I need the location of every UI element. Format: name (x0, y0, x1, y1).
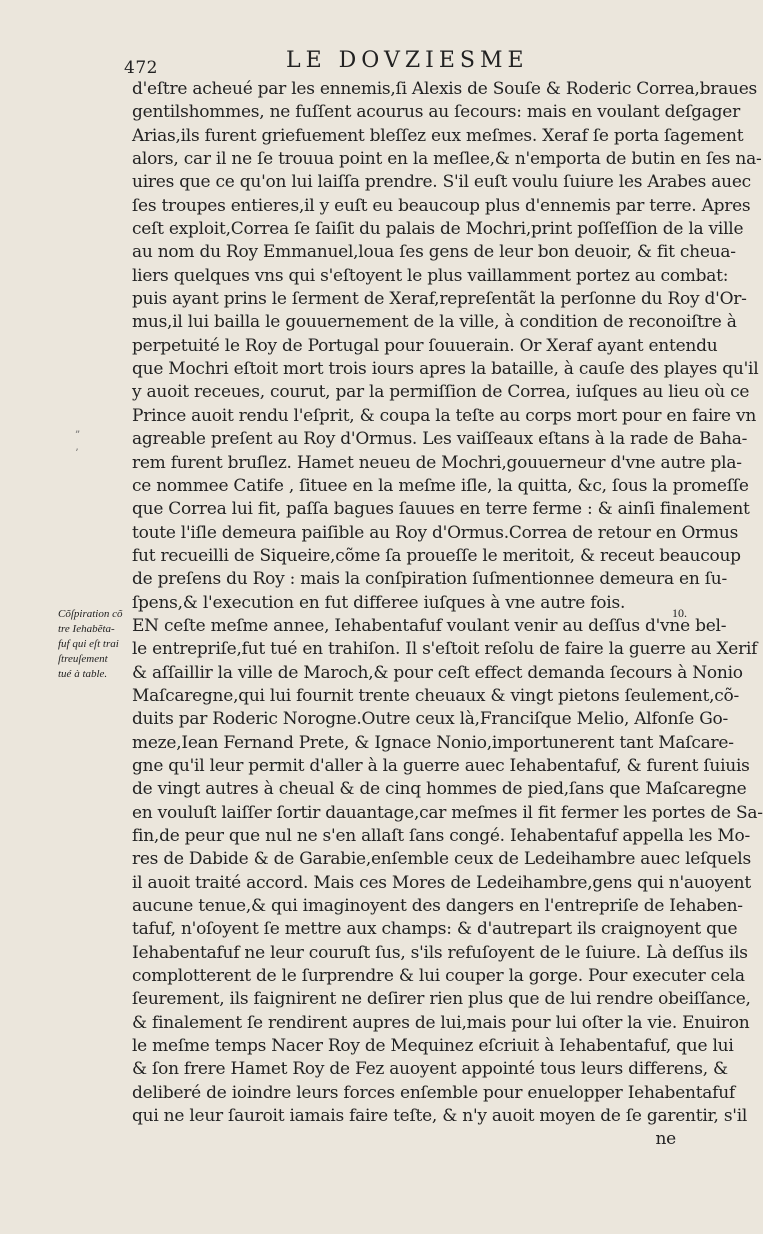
text-line: que Mochri eſtoit mort trois iours apres la bataille, à cauſe des playes qu'il (132, 359, 759, 380)
text-line: uires que ce qu'on lui laiſſa prendre. S'il euſt voulu ſuiure les Arabes auec (132, 172, 751, 193)
text-line: res de Dabide & de Garabie,enſemble ceux de Ledeihambre auec leſquels (132, 849, 751, 870)
text-line: de vingt autres à cheual & de cinq hommes de pied,ſans que Maſcaregne (132, 779, 747, 800)
text-line: ce nommee Catife , ſituee en la meſme iſle, la quitta, &c, ſous la promeſſe (132, 475, 749, 496)
text-line: toute l'iſle demeura paiſible au Roy d'Ormus.Correa de retour en Ormus (132, 522, 739, 543)
text-line: le meſme temps Nacer Roy de Mequinez eſcriuit à Iehabentafuf, que lui (132, 1036, 734, 1057)
margin-line-number: 10. (672, 606, 687, 620)
text-line: gne qu'il leur permit d'aller à la guerre auec Iehabentafuf, & furent ſuiuis (132, 755, 750, 776)
page-header (0, 44, 700, 78)
text-line: puis ayant prins le ſerment de Xeraf,repreſentãt la perſonne du Roy d'Or- (132, 289, 747, 310)
text-line: alors, car il ne ſe trouua point en la meſlee,& n'emporta de butin en ſes na- (132, 149, 762, 170)
text-line: Arias,ils furent griefuement bleſſez eux meſmes. Xeraf ſe porta ſagement (132, 125, 744, 146)
text-line: complotterent de le ſurprendre & lui couper la gorge. Pour executer cela (132, 966, 745, 987)
text-line: au nom du Roy Emmanuel,loua ſes gens de leur bon deuoir, & fit cheua- (132, 242, 736, 263)
margin-note-line: fuf qui eſt trai (58, 638, 119, 650)
text-line: fut recueilli de Siqueire,cõme ſa proueſſe le meritoit, & receut beaucoup (132, 545, 741, 566)
text-line: & aſſaillir la ville de Maroch,& pour ceſt effect demanda ſecours à Nonio (132, 662, 743, 683)
margin-note-line: tué à table. (58, 668, 108, 680)
text-line: le entrepriſe,fut tué en trahiſon. Il s'eſtoit reſolu de faire la guerre au Xerif (132, 639, 758, 660)
text-line: que Correa lui fit, paſſa bagues ſauues en terre ferme : & ainſi finalement (132, 499, 750, 520)
page-number: 472 (124, 58, 158, 78)
text-line: fin,de peur que nul ne s'en allaſt ſans congé. Iehabentafuf appella les Mo- (132, 826, 751, 846)
text-line: & finalement ſe rendirent aupres de lui,mais pour lui oſter la vie. Enuiron (132, 1012, 750, 1033)
text-line: & ſon frere Hamet Roy de Fez auoyent appointé tous leurs differens, & (132, 1059, 728, 1080)
running-title: LE DOVZIESME (286, 48, 529, 73)
margin-note (58, 607, 138, 682)
text-line: Iehabentafuf ne leur couruſt ſus, s'ils refuſoyent de le ſuiure. Là deſſus ils (132, 942, 748, 963)
text-line: y auoit receues, courut, par la permiſſion de Correa, iuſques au lieu où ce (132, 382, 750, 403)
text-line: agreable preſent au Roy d'Ormus. Les vaiſſeaux eſtans à la rade de Baha- (132, 429, 748, 450)
text-line: EN ceſte meſme annee, Iehabentafuf voulant venir au deſſus d'vne bel- (132, 615, 727, 636)
text-line: tafuf, n'oſoyent ſe mettre aux champs: & d'autrepart ils craignoyent que (132, 919, 738, 940)
text-line: il auoit traité accord. Mais ces Mores de Ledeihambre,gens qui n'auoyent (132, 872, 751, 893)
text-line: ſeurement, ils faignirent ne deſirer rien plus que de lui rendre obeiſſance, (132, 989, 751, 1010)
text-line: aucune tenue,& qui imaginoyent des dangers en l'entrepriſe de Iehaben- (132, 896, 743, 917)
margin-ink-mark: ʼ (75, 448, 79, 459)
margin-note-line: Cõſpiration cõ (58, 608, 123, 620)
text-line: duits par Roderic Norogne.Outre ceux là,Franciſque Melio, Alfonſe Go- (132, 709, 729, 730)
text-line: ſpens,& l'execution en fut differee iuſques à vne autre fois. (132, 592, 626, 613)
text-line: en vouluſt laiſſer ſortir dauantage,car meſmes il fit fermer les portes de Sa- (132, 802, 763, 823)
text-line: gentilshommes, ne fuſſent acourus au ſecours: mais en voulant deſgager (132, 102, 740, 123)
text-line: de preſens du Roy : mais la conſpiration ſuſmentionnee demeura en ſu- (132, 569, 727, 590)
text-line: liers quelques vns qui s'eſtoyent le plus vaillamment portez au combat: (132, 265, 729, 286)
text-line: mus,il lui bailla le gouuernement de la ville, à condition de reconoiſtre à (132, 312, 737, 333)
text-line: ceſt exploit,Correa ſe ſaiſit du palais de Mochri,print poſſeſſion de la ville (132, 219, 744, 240)
text-line: ne (655, 1129, 676, 1150)
text-line: qui ne leur ſauroit iamais faire teſte, & n'y auoit moyen de ſe garentir, s'il (132, 1106, 748, 1127)
text-line: rem furent bruſlez. Hamet neueu de Mochri,gouuerneur d'vne autre pla- (132, 452, 742, 473)
margin-note-line: tre Iehabẽta- (58, 623, 115, 635)
text-line: Prince auoit rendu l'eſprit, & coupa la teſte au corps mort pour en faire vn (132, 405, 757, 426)
text-line: deliberé de ioindre leurs forces enſemble pour enuelopper Iehabentafuf (132, 1082, 735, 1103)
body-text (132, 78, 763, 1152)
text-line: ſes troupes entieres,il y euſt eu beaucoup plus d'ennemis par terre. Apres (132, 195, 751, 216)
margin-note-line: ſtreuſement (58, 653, 108, 665)
margin-ink-mark: ” (75, 430, 81, 441)
text-line: perpetuité le Roy de Portugal pour ſouuerain. Or Xeraf ayant entendu (132, 335, 718, 356)
text-line: Maſcaregne,qui lui fournit trente cheuaux & vingt pietons ſeulement,cõ- (132, 685, 739, 706)
text-line: meze,Iean Fernand Prete, & Ignace Nonio,importunerent tant Maſcare- (132, 732, 734, 753)
text-line: d'eſtre acheué par les ennemis,ſi Alexis de Souſe & Roderic Correa,braues (132, 79, 758, 99)
